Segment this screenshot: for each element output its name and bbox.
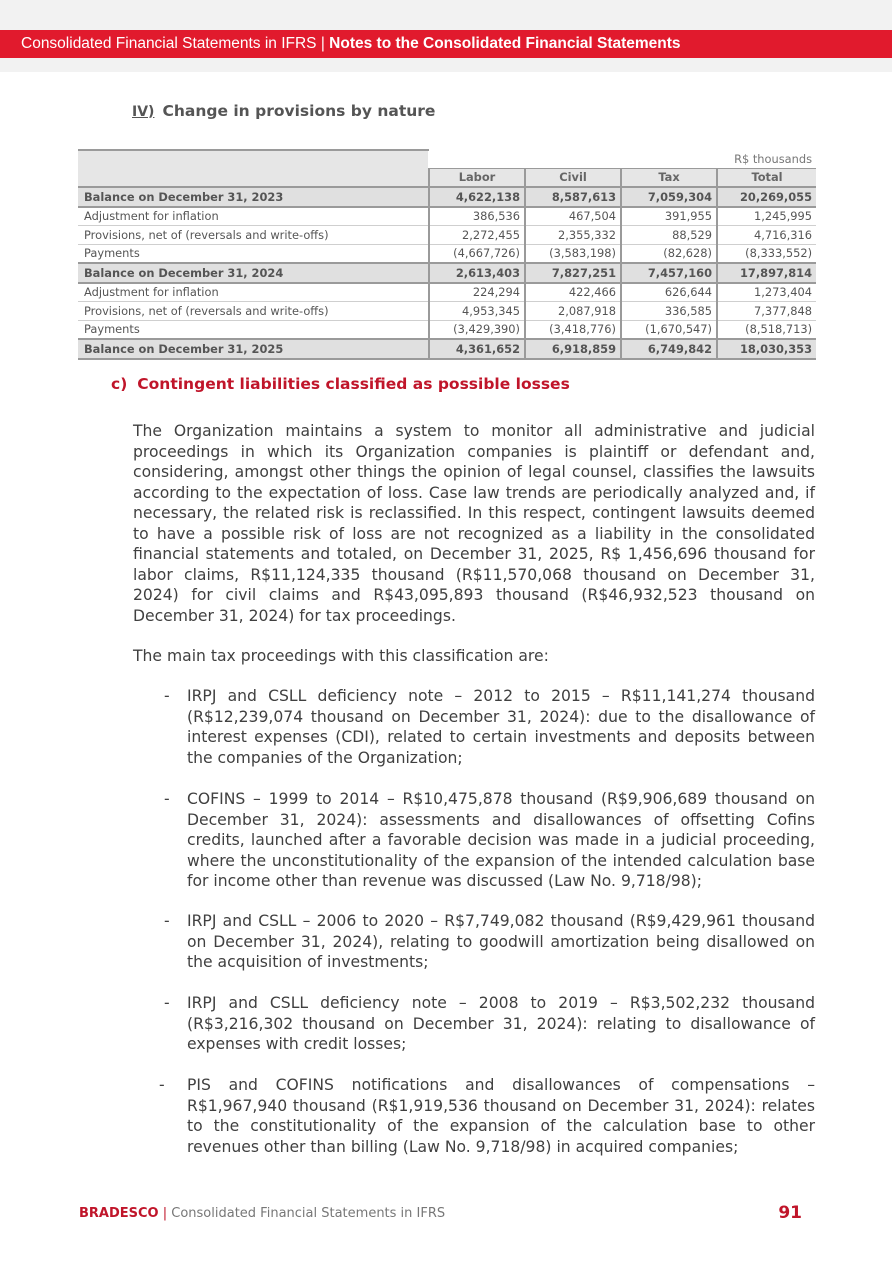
- table-cell: 20,269,055: [717, 187, 816, 207]
- table-row: [78, 283, 816, 302]
- table-cell: 626,644: [621, 283, 717, 302]
- table-cell: 17,897,814: [717, 263, 816, 283]
- page-footer: [79, 1206, 445, 1221]
- table-cell: 6,918,859: [525, 339, 621, 359]
- bullet-dash: -: [164, 790, 170, 808]
- row-label: Payments: [78, 244, 429, 263]
- list-item: [164, 686, 815, 768]
- paragraph: The main tax proceedings with this classification are:: [133, 647, 549, 665]
- row-label: Balance on December 31, 2023: [78, 187, 429, 207]
- row-label: Adjustment for inflation: [78, 207, 429, 226]
- table-row: [78, 207, 816, 226]
- table-cell: (8,333,552): [717, 244, 816, 263]
- list-item: [159, 1075, 815, 1157]
- column-header: Total: [717, 168, 816, 187]
- table-cell: (4,667,726): [429, 244, 525, 263]
- list-item: [164, 911, 815, 973]
- footer-doc-title: Consolidated Financial Statements in IFRS: [171, 1206, 446, 1221]
- section-iv-label: Change in provisions by nature: [162, 102, 436, 120]
- section-iv-number: IV): [132, 104, 155, 120]
- table-row: [78, 187, 816, 207]
- list-item-text: IRPJ and CSLL – 2006 to 2020 – R$7,749,082 thousand (R$9,429,961 thousand on December 31, 2024), relating to goodwill amortization being disallowed on the acquisition of investments;: [187, 912, 815, 971]
- table-cell: (82,628): [621, 244, 717, 263]
- table-cell: 18,030,353: [717, 339, 816, 359]
- row-label: Balance on December 31, 2024: [78, 263, 429, 283]
- table-cell: 7,059,304: [621, 187, 717, 207]
- section-iv-title: [132, 102, 435, 120]
- table-row: [78, 263, 816, 283]
- page-header: [0, 30, 892, 58]
- column-header: Labor: [429, 168, 525, 187]
- header-doc-title: Consolidated Financial Statements in IFRS: [21, 35, 317, 52]
- table-cell: 1,245,995: [717, 207, 816, 226]
- bullet-dash: -: [164, 912, 170, 930]
- table-unit: R$ thousands: [429, 150, 816, 168]
- bullet-dash: -: [159, 1076, 165, 1094]
- bullet-dash: -: [164, 994, 170, 1012]
- header-section-title: Notes to the Consolidated Financial Statements: [329, 35, 681, 52]
- table-row: [78, 226, 816, 245]
- row-label: Adjustment for inflation: [78, 283, 429, 302]
- table-cell: (3,418,776): [525, 320, 621, 339]
- footer-separator: |: [158, 1206, 172, 1221]
- table-cell: 336,585: [621, 302, 717, 321]
- table-corner: [78, 150, 429, 187]
- row-label: Payments: [78, 320, 429, 339]
- row-label: Provisions, net of (reversals and write-offs): [78, 226, 429, 245]
- table-cell: 2,613,403: [429, 263, 525, 283]
- table-cell: 4,953,345: [429, 302, 525, 321]
- column-header: Tax: [621, 168, 717, 187]
- list-item-text: IRPJ and CSLL deficiency note – 2012 to 2015 – R$11,141,274 thousand (R$12,239,074 thousand on December 31, 2024): due to the disallowance of interest expenses (CDI), related to certain investments and deposits between the companies of the Organization;: [187, 687, 815, 767]
- section-c-letter: c): [111, 375, 128, 393]
- table-row: [78, 320, 816, 339]
- section-c-title: [111, 375, 570, 393]
- column-header: Civil: [525, 168, 621, 187]
- table-cell: (8,518,713): [717, 320, 816, 339]
- list-item-text: PIS and COFINS notifications and disallowances of compensations – R$1,967,940 thousand (R$1,919,536 thousand on December 31, 2024): relates to the constitutionality of the expansion of the calculation base to other revenues other than billing (Law No. 9,718/98) in acquired companies;: [187, 1076, 815, 1156]
- provisions-table: [78, 149, 816, 360]
- table-cell: 467,504: [525, 207, 621, 226]
- table-cell: (3,429,390): [429, 320, 525, 339]
- table-row: [78, 244, 816, 263]
- table-cell: (1,670,547): [621, 320, 717, 339]
- table-cell: 8,587,613: [525, 187, 621, 207]
- table-cell: 4,716,316: [717, 226, 816, 245]
- table-cell: 7,827,251: [525, 263, 621, 283]
- table-cell: 4,622,138: [429, 187, 525, 207]
- list-item-text: IRPJ and CSLL deficiency note – 2008 to 2019 – R$3,502,232 thousand (R$3,216,302 thousand on December 31, 2024): relating to disallowance of expenses with credit losses;: [187, 994, 815, 1053]
- table-cell: 6,749,842: [621, 339, 717, 359]
- table-cell: (3,583,198): [525, 244, 621, 263]
- header-separator: |: [316, 35, 330, 52]
- table-cell: 7,457,160: [621, 263, 717, 283]
- paragraph: The Organization maintains a system to monitor all administrative and judicial proceedings in which its Organization companies is plaintiff or defendant and, considering, amongst other things the opinion of legal counsel, classifies the lawsuits according to the expectation of loss. Case law trends are periodically analyzed and, if necessary, the related risk is reclassified. In this respect, contingent lawsuits deemed to have a possible risk of loss are not recognized as a liability in the consolidated financial statements and totaled, on December 31, 2025, R$ 1,456,696 thousand for labor claims, R$11,124,335 thousand (R$11,570,068 thousand on December 31, 2024) for civil claims and R$43,095,893 thousand (R$46,932,523 thousand on December 31, 2024) for tax proceedings.: [133, 422, 815, 625]
- table-cell: 422,466: [525, 283, 621, 302]
- table-cell: 391,955: [621, 207, 717, 226]
- bullet-dash: -: [164, 687, 170, 705]
- table-row: [78, 339, 816, 359]
- row-label: Balance on December 31, 2025: [78, 339, 429, 359]
- table-cell: 2,087,918: [525, 302, 621, 321]
- table-cell: 224,294: [429, 283, 525, 302]
- table-row: [78, 302, 816, 321]
- table-cell: 4,361,652: [429, 339, 525, 359]
- page-number: 91: [778, 1203, 802, 1223]
- header-shadow: [0, 58, 892, 72]
- section-c-label: Contingent liabilities classified as possible losses: [137, 375, 570, 393]
- row-label: Provisions, net of (reversals and write-offs): [78, 302, 429, 321]
- table-cell: 2,355,332: [525, 226, 621, 245]
- table-cell: 1,273,404: [717, 283, 816, 302]
- table-cell: 88,529: [621, 226, 717, 245]
- table-cell: 386,536: [429, 207, 525, 226]
- list-item-text: COFINS – 1999 to 2014 – R$10,475,878 thousand (R$9,906,689 thousand on December 31, 2024): assessments and disallowances of offsetting Cofins credits, launched after a favorable decision was made in a judicial proceeding, where the unconstitutionality of the expansion of the intended calculation base for income other than revenue was discussed (Law No. 9,718/98);: [187, 790, 815, 890]
- list-item: [164, 789, 815, 892]
- footer-brand: BRADESCO: [79, 1206, 159, 1221]
- table-cell: 2,272,455: [429, 226, 525, 245]
- list-item: [164, 993, 815, 1055]
- table-cell: 7,377,848: [717, 302, 816, 321]
- top-strip: [0, 0, 892, 30]
- table-body: [78, 187, 816, 359]
